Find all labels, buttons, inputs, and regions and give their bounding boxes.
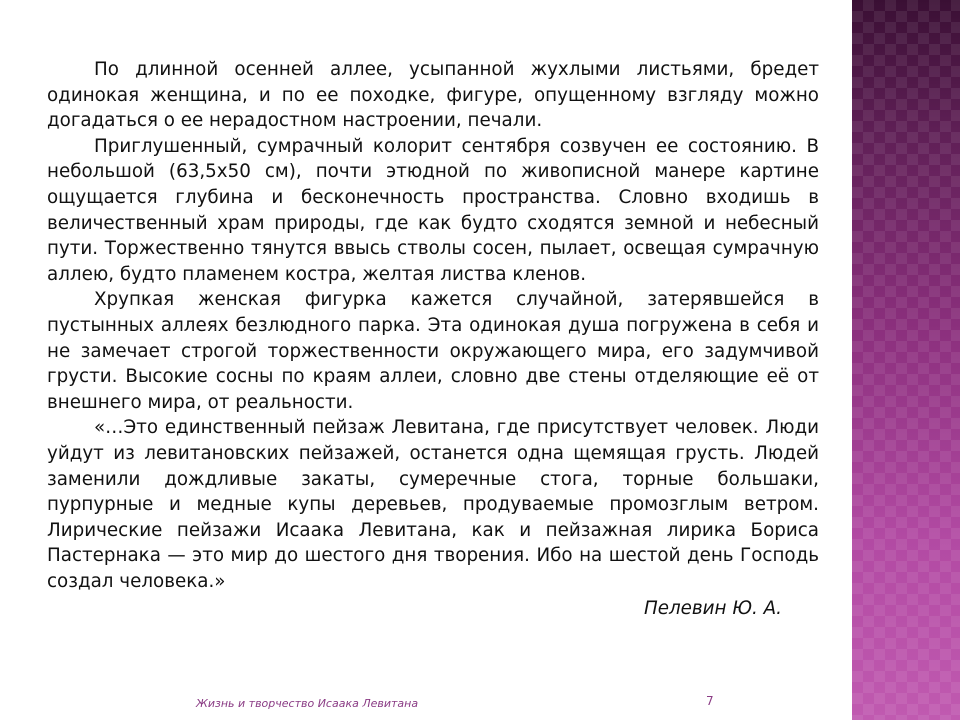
footer-title: Жизнь и творчество Исаака Левитана	[196, 697, 419, 710]
author-signature: Пелевин Ю. А.	[643, 598, 782, 619]
paragraph-2: Приглушенный, сумрачный колорит сентября созвучен ее состоянию. В небольшой (63,5x50 см), почти этюдной по живописной манере картине ощущается глубина и бесконечность пространства. Словно входишь в величественный храм природы, где как будто сходятся земной и небесный пути. Торжественно тянутся ввысь стволы сосен, пылает, освещая сумрачную аллею, будто пламенем костра, желтая листва кленов.	[47, 135, 819, 285]
slide-body-text	[47, 57, 819, 594]
paragraph-1: По длинной осенней аллее, усыпанной жухлыми листьями, бредет одинокая женщина, и по ее походке, фигуре, опущенному взгляду можно догадаться о ее нерадостном настроении, печали.	[47, 59, 819, 132]
quote-paragraph: «…Это единственный пейзаж Левитана, где присутствует человек. Люди уйдут из левитановских пейзажей, останется одна щемящая грусть. Людей заменили дождливые закаты, сумеречные стога, торные большаки, пурпурные и медные купы деревьев, продуваемые промозглым ветром. Лирические пейзажи Исаака Левитана, как и пейзажная лирика Бориса Пастернака — это мир до шестого дня творения. Ибо на шестой день Господь создал человека.»	[47, 417, 819, 592]
decorative-side-panel	[852, 0, 960, 720]
paragraph-3: Хрупкая женская фигурка кажется случайной, затерявшейся в пустынных аллеях безлюдного парка. Эта одинокая душа погружена в себя и не замечает строгой торжественности окружающего мира, его задумчивой грусти. Высокие сосны по краям аллеи, словно две стены отделяющие её от внешнего мира, от реальности.	[47, 289, 819, 413]
page-number: 7	[706, 694, 714, 708]
